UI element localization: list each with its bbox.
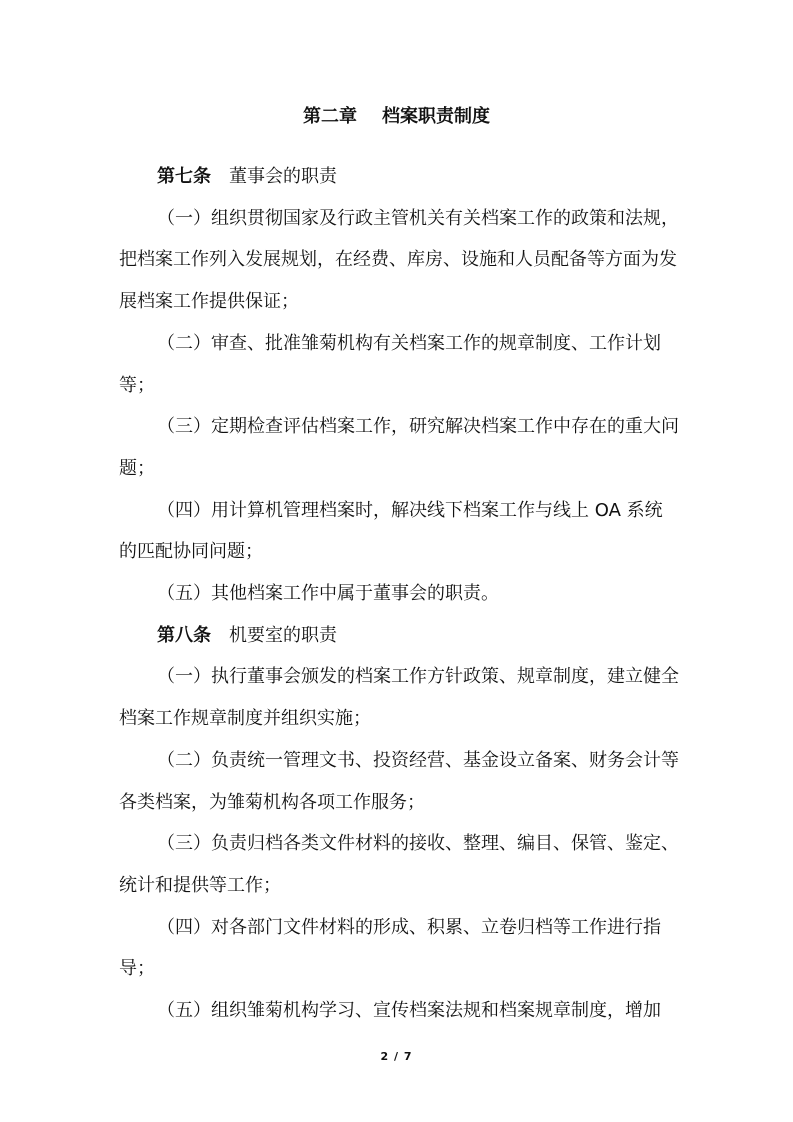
article-7-item-3: （三）定期检查评估档案工作，研究解决档案工作中存在的重大问题； (119, 416, 679, 479)
article-7-item-4: （四）用计算机管理档案时，解决线下档案工作与线上 OA 系统的匹配协同问题； (119, 499, 663, 563)
article-8-title: 机要室的职责 (229, 624, 337, 646)
chapter-title: 第二章 档案职责制度 (302, 106, 491, 127)
page-number: 2 / 7 (380, 1050, 413, 1063)
article-7-item-1: （一）组织贯彻国家及行政主管机关有关档案工作的政策和法规，把档案工作列入发展规划，在经费、库房、设施和人员配备等方面为发展档案工作提供保证； (119, 207, 679, 313)
document-body (119, 156, 679, 1032)
article-8-number: 第八条 (157, 624, 211, 646)
article-8-item-5: （五）组织雏菊机构学习、宣传档案法规和档案规章制度，增加 (157, 1000, 661, 1022)
article-8-item-3: （三）负责归档各类文件材料的接收、整理、编目、保管、鉴定、统计和提供等工作； (119, 833, 679, 896)
article-8-item-2: （二）负责统一管理文书、投资经营、基金设立备案、财务会计等各类档案，为雏菊机构各项工作服务； (119, 749, 679, 813)
article-7-number: 第七条 (157, 166, 211, 187)
article-7-item-5: （五）其他档案工作中属于董事会的职责。 (157, 583, 499, 605)
article-7-title: 董事会的职责 (229, 166, 337, 187)
article-8-item-4: （四）对各部门文件材料的形成、积累、立卷归档等工作进行指导； (119, 916, 661, 980)
article-8-heading (119, 615, 679, 657)
article-7-item-2: （二）审查、批准雏菊机构有关档案工作的规章制度、工作计划等； (119, 332, 661, 396)
article-8-item-1: （一）执行董事会颁发的档案工作方针政策、规章制度，建立健全档案工作规章制度并组织实施； (119, 666, 679, 730)
article-7-heading (119, 156, 679, 198)
